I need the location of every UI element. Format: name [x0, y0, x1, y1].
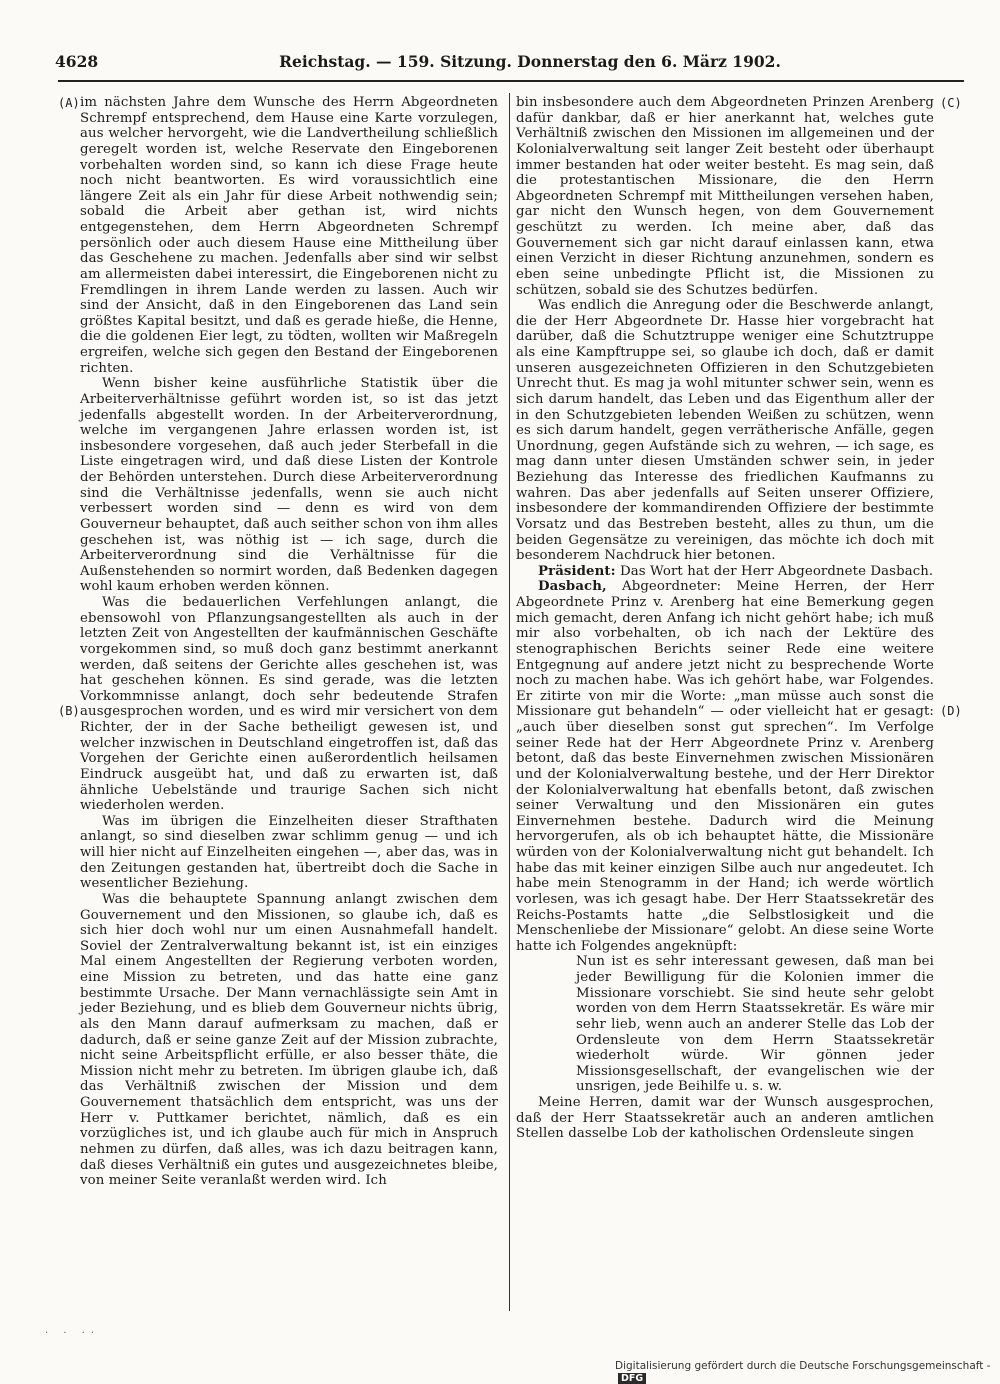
left-paragraph: im nächsten Jahre dem Wunsche des Herrn Abgeordneten Schrempf entsprechend, dem Hause eine Karte vorzulegen, aus welcher hervorgeht, wie die Landvertheilung schließlich geregelt worden ist, welche Reservate den Eingeborenen vorbehalten worden sind, so kann ich diese Frage heute noch nicht beantworten. Es wird voraussichtlich eine längere Zeit als ein Jahr für diese Arbeit nothwendig sein; sobald die Arbeit aber gethan ist, wird nichts entgegenstehen, dem Herrn Abgeordneten Schrempf persönlich oder auch diesem Hause eine Mittheilung über das Geschehene zu machen. Jedenfalls aber sind wir selbst am allermeisten dabei interessirt, die Eingeborenen nicht zu Fremdlingen in ihrem Lande werden zu lassen. Auch wir sind der Ansicht, daß in den Eingeborenen das Land sein größtes Kapital besitzt, und daß es gerade hieße, die Henne, die die goldenen Eier legt, zu tödten, wollten wir Maßregeln ergreifen, welche sich gegen den Bestand der Eingeborenen richten.: [80, 95, 498, 376]
quoted-passage: Nun ist es sehr interessant gewesen, daß man bei jeder Bewilligung für die Kolonien immer die Missionare vorschiebt. Sie sind heute sehr gelobt worden von dem Herrn Staatssekretär. Es wäre mir sehr lieb, wenn auch an anderer Stelle das Lob der Ordensleute von dem Herrn Staatssekretär wiederholt würde. Wir gönnen jeder Missionsgesellschaft, der evangelischen wie der unsrigen, jede Beihilfe u. s. w.: [576, 954, 934, 1095]
page-running-title: Reichstag. — 159. Sitzung. Donnerstag den 6. März 1902.: [279, 52, 781, 71]
dasbach-speech: [516, 579, 934, 954]
speaker-name: Präsident:: [538, 563, 616, 579]
digitization-footer: [615, 1360, 1000, 1384]
left-column: [80, 95, 498, 1189]
page-number: 4628: [55, 52, 99, 71]
statement-text: Das Wort hat der Herr Abgeordnete Dasbach.: [615, 563, 934, 579]
dfg-logo-icon: DFG: [618, 1373, 646, 1384]
margin-mark-d: (D): [940, 704, 962, 718]
speech-text: Abgeordneter: Meine Herren, der Herr Abgeordnete Prinz v. Arenberg hat eine Bemerkung gegen mich gemacht, deren Anfang ich nicht gehört habe; ich muß mir also vorbehalten, ob ich nach der Lektüre des stenographischen Berichts seiner Rede eine weitere Entgegnung auf andere jetzt nicht zu besprechende Worte noch zu machen habe. Was ich gehört habe, war Folgendes. Er zitirte von mir die Worte: „man müsse auch sonst die Missionare gut behandeln“ — oder vielleicht hat er gesagt: „auch über dieselben sonst gut sprechen“. Im Verfolge seiner Rede hat der Herr Abgeordnete Prinz v. Arenberg betont, daß das beste Einvernehmen zwischen Missionären und der Kolonialverwaltung bestehe, und der Herr Direktor der Kolonialverwaltung hat ebenfalls betont, daß zwischen seiner Verwaltung und den Missionären ein gutes Einvernehmen bestehe. Dadurch wird die Meinung hervorgerufen, als ob ich behauptet hätte, die Missionäre würden von der Kolonialverwaltung nicht gut behandelt. Ich habe das mit keiner einzigen Silbe auch nur angedeutet. Ich habe mein Stenogramm in der Hand; ich werde wörtlich vorlesen, was ich gesagt habe. Der Herr Staatssekretär des Reichs-Postamts hatte „die Selbstlosigkeit und die Menschenliebe der Missionare“ gelobt. An diese seine Worte hatte ich Folgendes angeknüpft:: [516, 579, 934, 954]
left-paragraph: Was die bedauerlichen Verfehlungen anlangt, die ebensowohl von Pflanzungsangestellten als auch in der letzten Zeit von Angestellten der kaufmännischen Geschäfte vorgekommen sind, so muß doch ganz bestimmt anerkannt werden, daß seitens der Gerichte alles geschehen ist, was hat geschehen können. Es sind gerade, was die letzten Vorkommnisse anlangt, doch sehr bedeutende Strafen ausgesprochen worden, und es wird mir versichert von dem Richter, der in der Sache betheiligt gewesen ist, und welcher inzwischen in Deutschland eingetroffen ist, daß das Vorgehen der Gerichte einen außerordentlich heilsamen Eindruck ausgeübt hat, und daß zu erwarten ist, daß ähnliche Uebelstände und traurige Sachen sich nicht wiederholen werden.: [80, 595, 498, 814]
margin-mark-b: (B): [58, 704, 80, 718]
left-paragraph: Was die behauptete Spannung anlangt zwischen dem Gouvernement und den Missionen, so glaube ich, daß es sich hier doch wohl nur um einen Ausnahmefall handelt. Soviel der Zentralverwaltung bekannt ist, ist ein einziges Mal einem Angestellten der Regierung verboten worden, eine Mission zu betreten, und das hatte eine ganz bestimmte Ursache. Der Mann vernachlässigte sein Amt in jeder Beziehung, und es blieb dem Gouverneur nichts übrig, als den Mann darauf aufmerksam zu machen, daß er dadurch, daß er seine ganze Zeit auf der Mission zubrachte, nicht seine Arbeitspflicht erfülle, er also besser thäte, die Mission nicht mehr zu betreten. Im übrigen glaube ich, daß das Verhältniß zwischen der Mission und dem Gouvernement thatsächlich dem entspricht, was uns der Herr v. Puttkamer berichtet, nämlich, daß es ein vorzügliches ist, und ich glaube auch für mich in Anspruch nehmen zu dürfen, daß alles, was ich dazu beitragen kann, daß dieses Verhältniß ein gutes und ausgezeichnetes bleibe, von meiner Seite veranlaßt werden wird. Ich: [80, 891, 498, 1189]
left-paragraph: Was im übrigen die Einzelheiten dieser Strafthaten anlangt, so sind dieselben zwar schlimm genug — und ich will hier nicht auf Einzelheiten eingehen —, aber das, was in den Zeitungen gestanden hat, übertreibt doch die Sache in wesentlicher Beziehung.: [80, 813, 498, 892]
margin-mark-c: (C): [940, 96, 962, 110]
scan-specks: · · ··: [45, 1328, 101, 1339]
right-paragraph: Meine Herren, damit war der Wunsch ausgesprochen, daß der Herr Staatssekretär auch an anderen amtlichen Stellen dasselbe Lob der katholischen Ordensleute singen: [516, 1095, 934, 1142]
right-paragraph: bin insbesondere auch dem Abgeordneten Prinzen Arenberg dafür dankbar, daß er hier anerkannt hat, welches gute Verhältniß zwischen den Missionen im allgemeinen und der Kolonialverwaltung seit langer Zeit besteht oder überhaupt immer bestanden hat oder weiter besteht. Es mag sein, daß die protestantischen Missionare, die den Herrn Abgeordneten Schrempf mit Mittheilungen versehen haben, gar nicht den Wunsch hegen, von dem Gouvernement geschützt zu werden. Ich meine aber, daß das Gouvernement sich gar nicht darauf einlassen kann, etwa einen Verzicht in dieser Richtung anzunehmen, sondern es eben seine unbedingte Pflicht ist, die Missionen zu schützen, sobald sie des Schutzes bedürfen.: [516, 95, 934, 298]
president-statement: [516, 564, 934, 580]
right-column: [516, 95, 934, 1142]
header-rule: [58, 80, 964, 82]
speaker-name: Dasbach,: [538, 579, 607, 595]
column-divider: [509, 93, 510, 1311]
margin-mark-a: (A): [58, 96, 80, 110]
left-paragraph: Wenn bisher keine ausführliche Statistik über die Arbeiterverhältnisse geführt worden ist, so ist das jetzt jedenfalls abgestellt worden. In der Arbeiterverordnung, welche im vergangenen Jahre erlassen worden ist, ist insbesondere vorgesehen, daß auch jeder Sterbefall in die Liste eingetragen wird, und daß diese Listen der Kontrole der Behörden unterstehen. Durch diese Arbeiterverordnung sind die Verhältnisse jedenfalls, wenn sie auch nicht verbessert worden sind — denn es wird von dem Gouverneur behauptet, daß auch seither schon von ihm alles geschehen ist, was nöthig ist — ich sage, durch die Arbeiterverordnung sind die Verhältnisse für die Außenstehenden so normirt worden, daß Bedenken dagegen wohl kaum erhoben werden können.: [80, 376, 498, 595]
footer-text: Digitalisierung gefördert durch die Deutsche Forschungsgemeinschaft -: [615, 1360, 991, 1372]
right-paragraph: Was endlich die Anregung oder die Beschwerde anlangt, die der Herr Abgeordnete Dr. Hasse hier vorgebracht hat darüber, daß die Schutztruppe weniger eine Schutztruppe als eine Kampftruppe sei, so glaube ich doch, daß er damit unseren ausgezeichneten Offizieren in den Schutzgebieten Unrecht thut. Es mag ja wohl mitunter schwer sein, wenn es sich darum handelt, das Leben und das Eigenthum aller der in den Schutzgebieten lebenden Weißen zu schützen, wenn es sich darum handelt, gegen verrätherische Anfälle, gegen Unordnung, gegen Aufstände sich zu wehren, — ich sage, es mag dann unter diesen Umständen schwer sein, in jeder Beziehung das Interesse des friedlichen Kaufmanns zu wahren. Das aber jedenfalls auf Seiten unserer Offiziere, insbesondere der kommandirenden Offiziere der bestimmte Vorsatz und das Bestreben besteht, alles zu thun, um die beiden Gegensätze zu vereinigen, das möchte ich doch mit besonderem Nachdruck hier betonen.: [516, 298, 934, 564]
page-header: [55, 52, 965, 76]
